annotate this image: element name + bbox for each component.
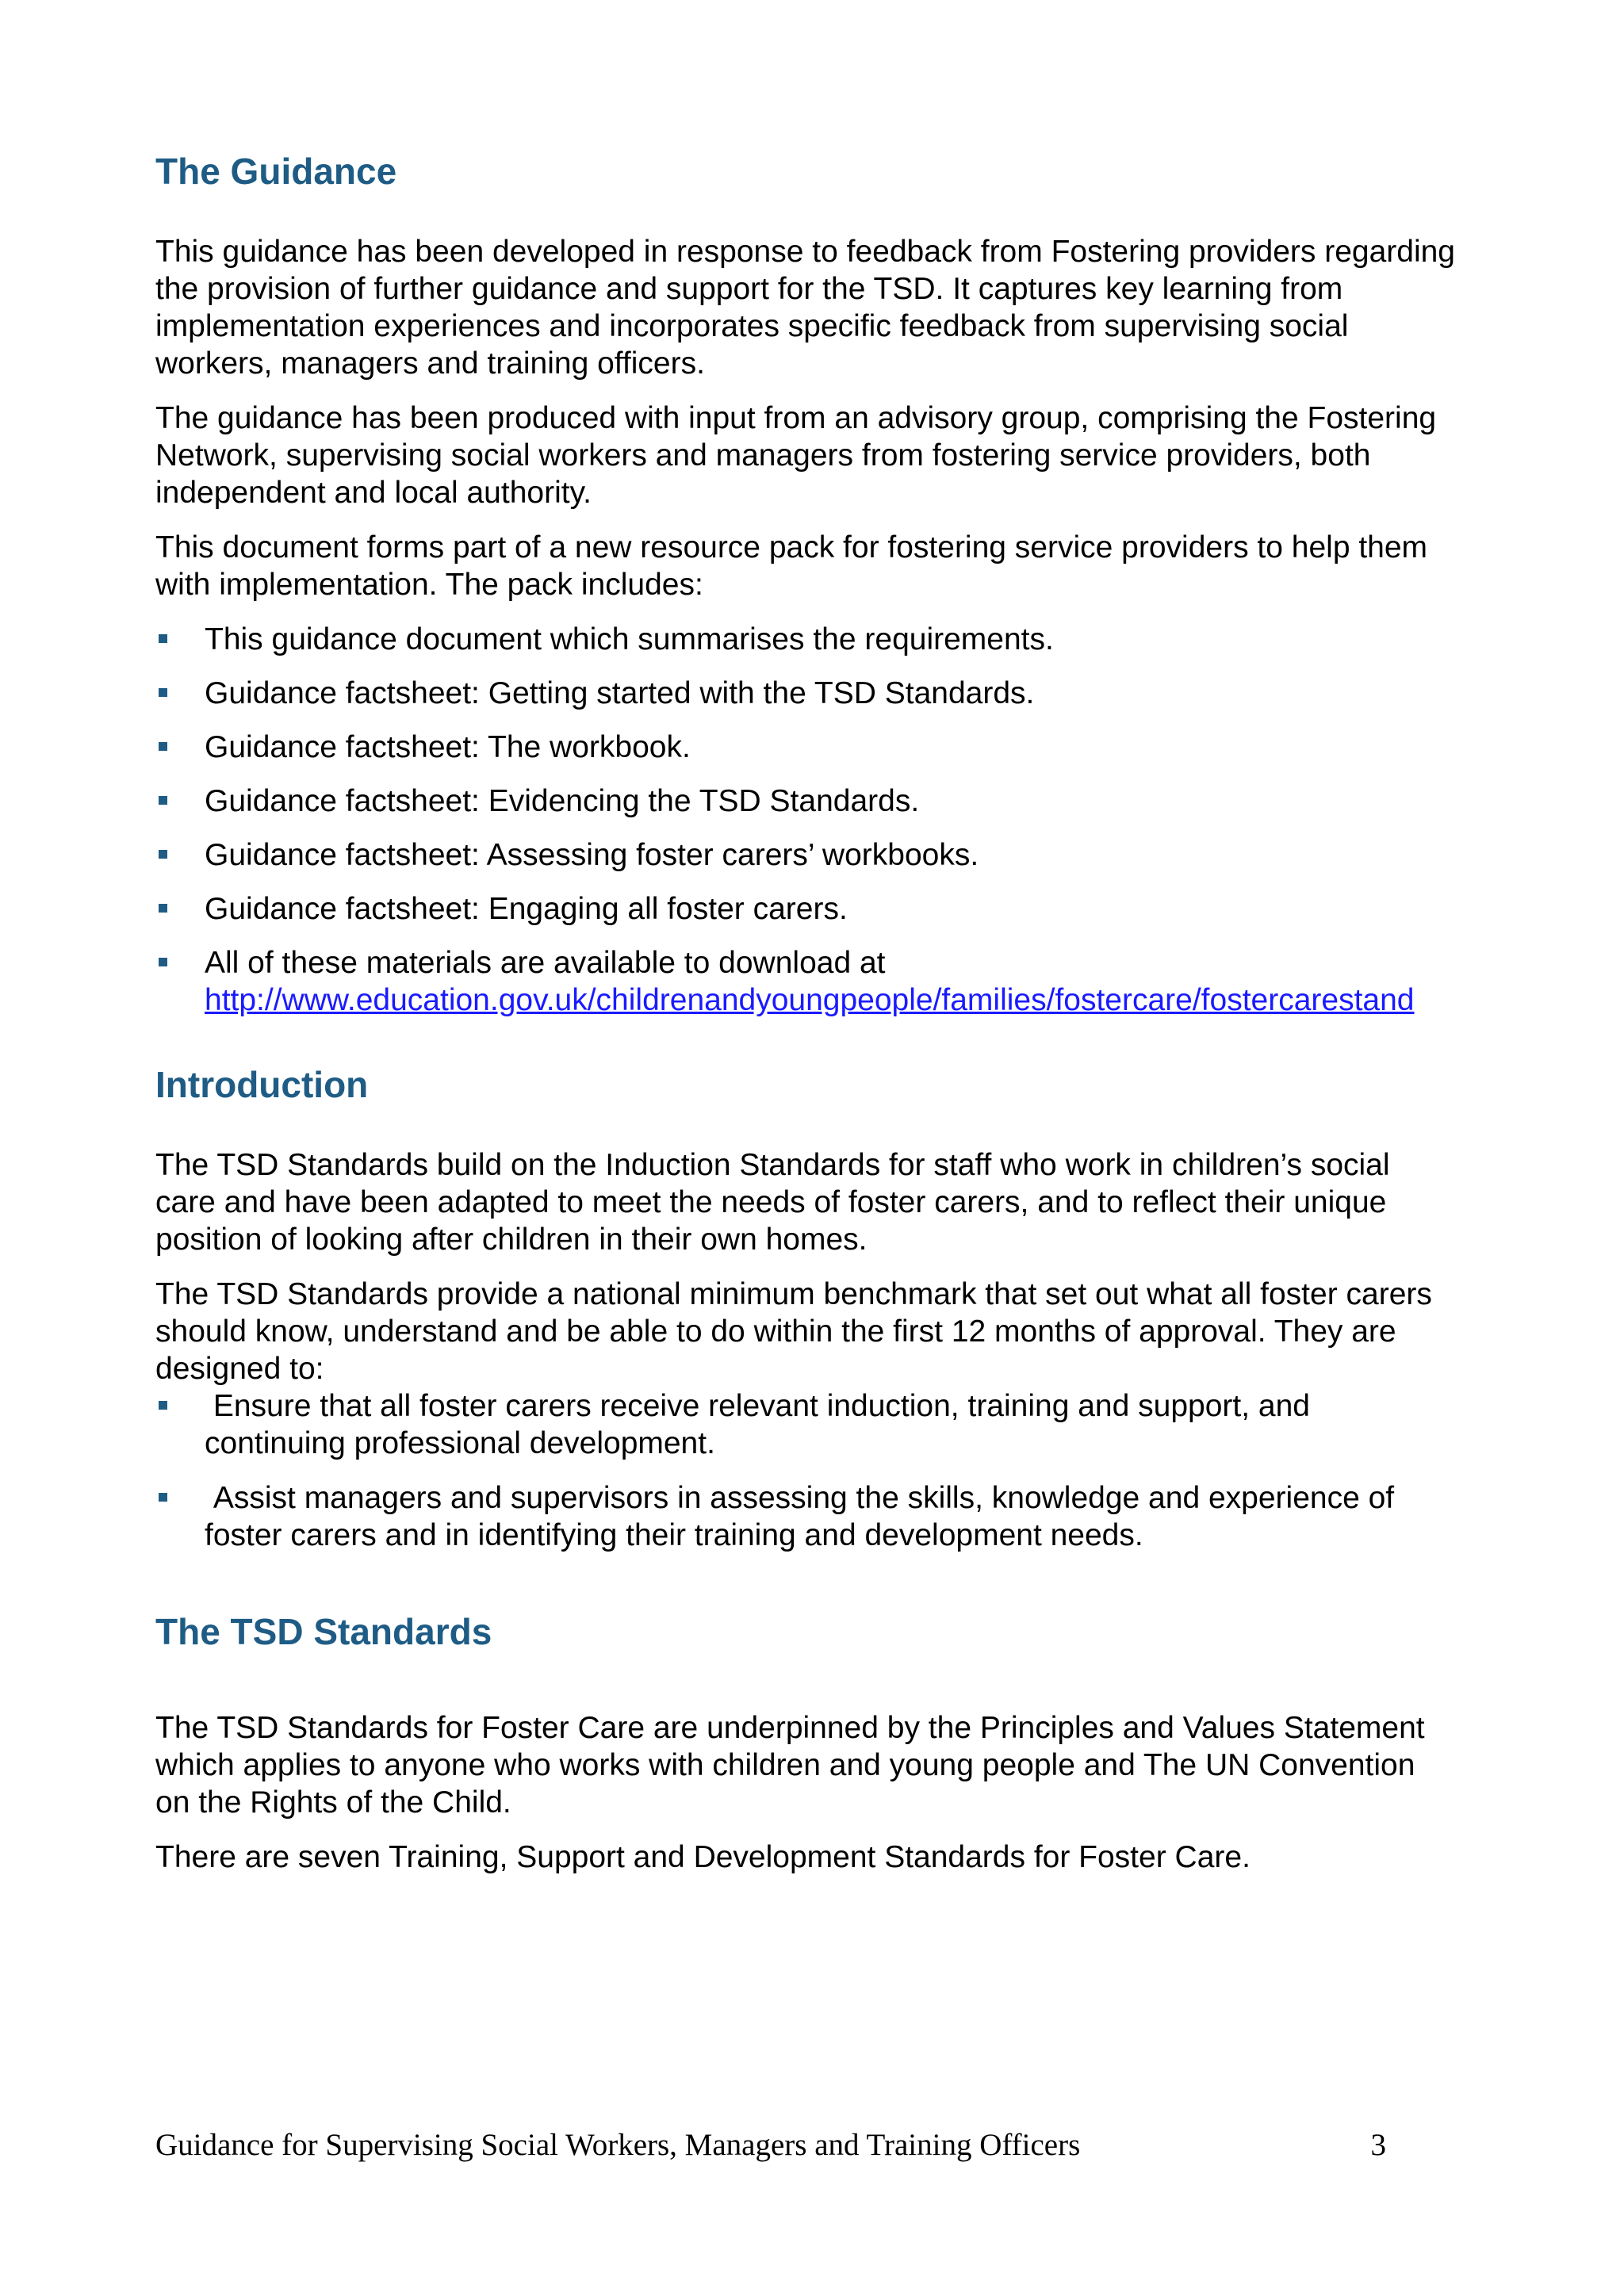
bullet-square-icon [159, 1401, 167, 1410]
bullet-square-icon [159, 796, 167, 805]
list-item [155, 836, 1456, 874]
bullet-square-icon [159, 688, 167, 697]
page-number: 3 [1370, 2128, 1386, 2162]
list-item-text: Guidance factsheet: Assessing foster carers’ workbooks. [205, 838, 979, 872]
list-item [155, 1479, 1456, 1554]
list-item-text: Guidance factsheet: Engaging all foster carers. [205, 892, 848, 926]
bullet-square-icon [159, 742, 167, 751]
paragraph: The TSD Standards build on the Induction Standards for staff who work in children’s social care and have been adapted to meet the needs of foster carers, and to reflect their unique position of looking after children in their own homes. [155, 1148, 1390, 1257]
paragraph: This guidance has been developed in response to feedback from Fostering providers regarding the provision of further guidance and support for the TSD. It captures key learning from implementation experiences and incorporates specific feedback from supervising social workers, managers and training officers. [155, 235, 1455, 381]
list-item-text: Guidance factsheet: The workbook. [205, 730, 691, 764]
list-item [155, 890, 1456, 928]
paragraph: The TSD Standards for Foster Care are underpinned by the Principles and Values Statement which applies to anyone who works with children and young people and The UN Convention on the Rights of the Child. [155, 1711, 1425, 1820]
list-item-text: Ensure that all foster carers receive relevant induction, training and support, and continuing professional development. [205, 1389, 1319, 1460]
list-item [155, 621, 1456, 658]
section-heading-guidance: The Guidance [155, 151, 397, 192]
list-item [155, 675, 1456, 712]
section-guidance [155, 149, 1456, 1019]
purpose-list [155, 1387, 1456, 1554]
bullet-square-icon [159, 850, 167, 859]
paragraph: The guidance has been produced with input from an advisory group, comprising the Fostering Network, supervising social workers and managers from fostering service providers, both independent and local authority. [155, 401, 1437, 510]
bullet-square-icon [159, 958, 167, 966]
download-link[interactable]: http://www.education.gov.uk/childrenandyoungpeople/families/fostercare/fostercarestand [205, 983, 1415, 1017]
download-text: All of these materials are available to download at [205, 946, 886, 980]
bullet-square-icon [159, 1493, 167, 1502]
paragraph: The TSD Standards provide a national minimum benchmark that set out what all foster carers should know, understand and be able to do within the first 12 months of approval. They are designed to: [155, 1277, 1432, 1386]
list-item-text: Guidance factsheet: Getting started with the TSD Standards. [205, 676, 1035, 710]
list-item [155, 1387, 1456, 1462]
footer-title: Guidance for Supervising Social Workers, Managers and Training Officers [155, 2128, 1081, 2162]
section-tsd-standards [155, 1609, 1456, 1876]
list-item-text: Assist managers and supervisors in assessing the skills, knowledge and experience of foster carers and in identifying their training and development needs. [205, 1481, 1403, 1552]
bullet-square-icon [159, 634, 167, 643]
section-introduction [155, 1062, 1456, 1554]
page-footer [155, 2126, 1386, 2164]
paragraph: There are seven Training, Support and Development Standards for Foster Care. [155, 1840, 1251, 1874]
bullet-square-icon [159, 904, 167, 913]
list-item-text: Guidance factsheet: Evidencing the TSD Standards. [205, 784, 920, 818]
page-content [155, 149, 1456, 1893]
list-item-text: This guidance document which summarises the requirements. [205, 622, 1054, 656]
section-heading-introduction: Introduction [155, 1064, 369, 1105]
list-item [155, 783, 1456, 820]
list-item-download [155, 944, 1456, 1019]
section-heading-tsd-standards: The TSD Standards [155, 1611, 492, 1652]
list-item [155, 729, 1456, 766]
resource-pack-list [155, 621, 1456, 1019]
paragraph: This document forms part of a new resource pack for fostering service providers to help them with implementation. The pack includes: [155, 530, 1428, 602]
